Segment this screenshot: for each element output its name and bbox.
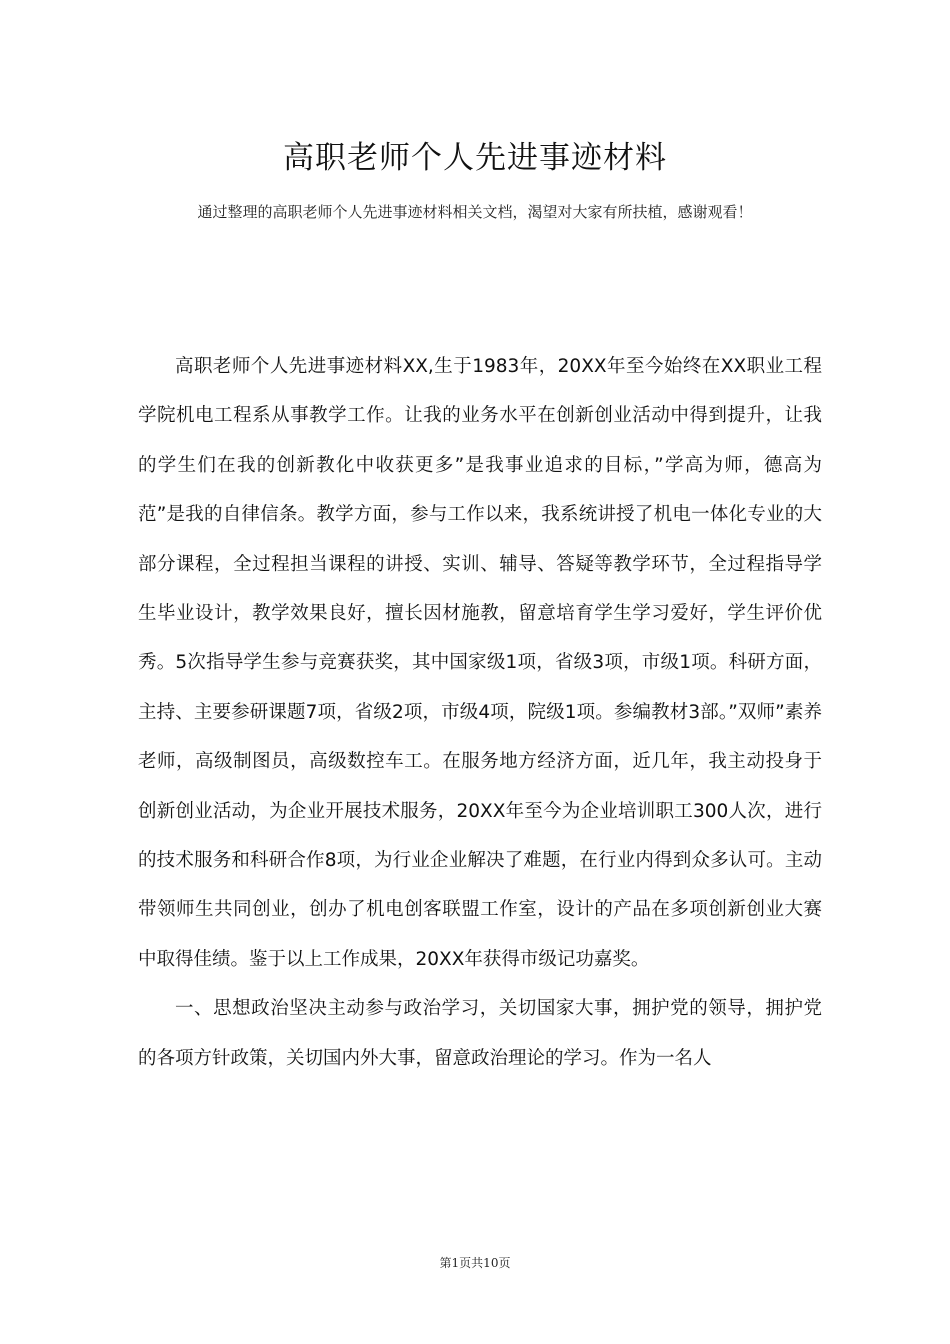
page-number-footer: 第1页共10页 [439,1256,511,1270]
document-subtitle: 通过整理的高职老师个人先进事迹材料相关文档，渴望对大家有所扶植，感谢观看！ [197,203,753,221]
document-title: 高职老师个人先进事迹材料 [283,140,667,176]
body-paragraph-1: 高职老师个人先进事迹材料XX,生于1983年，20XX年至今始终在XX职业工程学院机电工程系从事教学工作。让我的业务水平在创新创业活动中得到提升，让我的学生们在我的创新教化中收获更多”是我事业追求的目标，”学高为师，德高为范”是我的自律信条。教学方面，参与工作以来，我系统讲授了机电一体化专业的大部分课程，全过程担当课程的讲授、实训、辅导、答疑等教学环节，全过程指导学生毕业设计，教学效果良好，擅长因材施教，留意培育学生学习爱好，学生评价优秀。5次指导学生参与竞赛获奖，其中国家级1项，省级3项，市级1项。科研方面，主持、主要参研课题7项，省级2项，市级4项，院级1项。参编教材3部。”双师”素养老师，高级制图员，高级数控车工。在服务地方经济方面，近几年，我主动投身于创新创业活动，为企业开展技术服务，20XX年至今为企业培训职工300人次，进行的技术服务和科研合作8项，为行业企业解决了难题，在行业内得到众多认可。主动带领师生共同创业，创办了机电创客联盟工作室，设计的产品在多项创新创业大赛中取得佳绩。鉴于以上工作成果，20XX年获得市级记功嘉奖。 [138,356,822,970]
body-paragraph-2: 一、思想政治坚决主动参与政治学习，关切国家大事，拥护党的领导，拥护党的各项方针政策，关切国内外大事，留意政治理论的学习。作为一名人 [138,998,822,1069]
document-body [138,342,822,1083]
